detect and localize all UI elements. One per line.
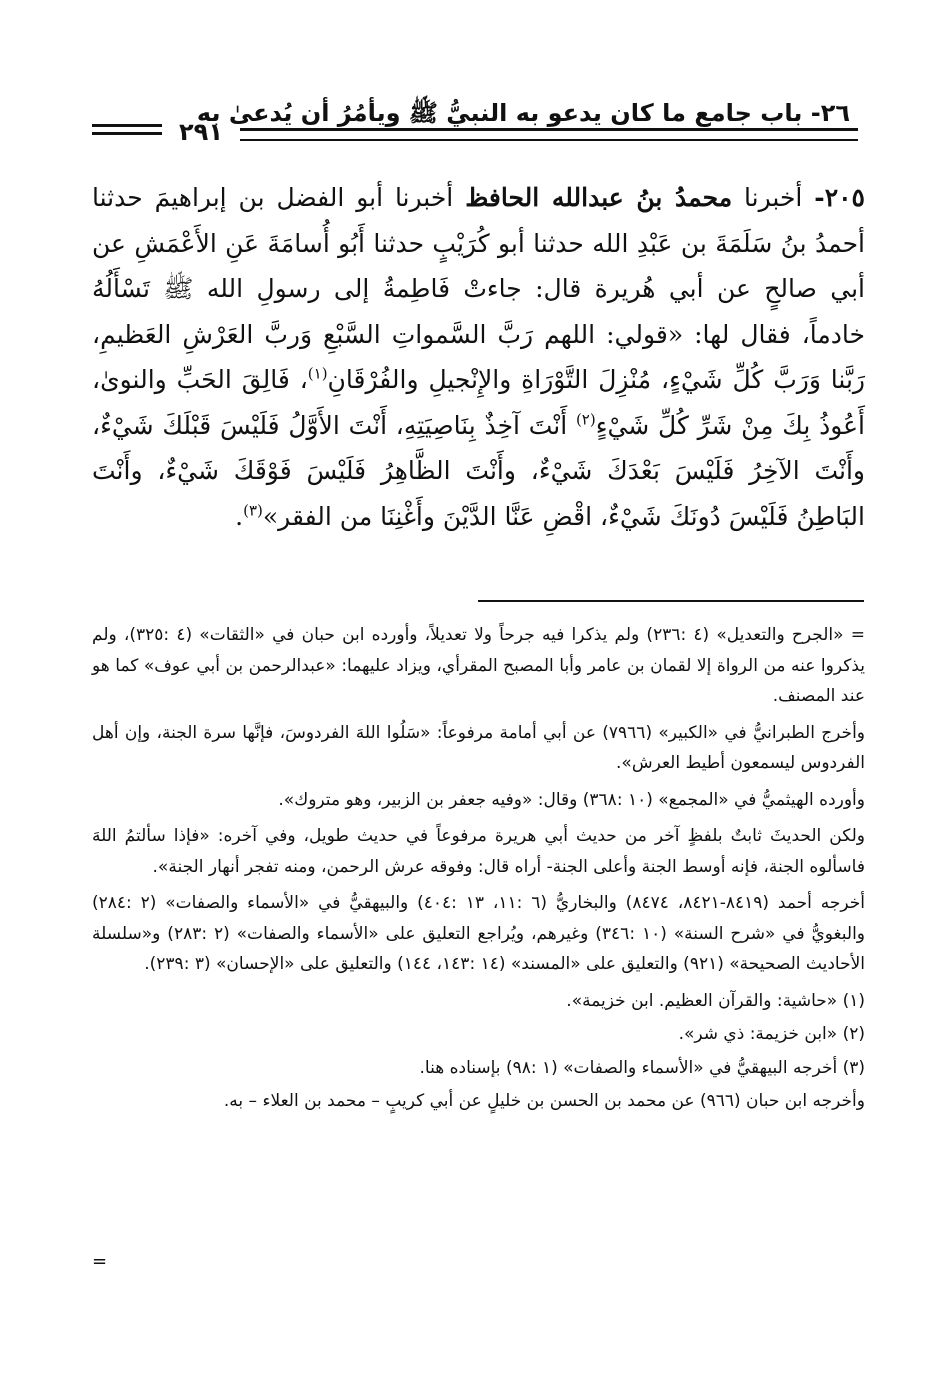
footnote-1: (١) «حاشية: والقرآن العظيم. ابن خزيمة». [566,990,865,1011]
hadith-text-part-4: أَنْتَ آخِذٌ بِنَاصِيَتِهِ، أَنْتَ الأَوَّلُ فَلَيْسَ قَبْلَكَ شَيْءٌ، وأَنْتَ الآخِرُ فَلَيْسَ بَعْدَكَ شَيْءٌ، وأَنْتَ الظَّاهِرُ فَلَيْسَ فَوْقَكَ شَيْءٌ، وأَنْتَ البَاطِنُ فَلَيْسَ دُونَكَ شَيْءٌ، اقْضِ عَنَّا الدَّيْنَ وأَغْنِنَا من الفقر» [92,410,865,531]
note-paragraph: وأخرج الطبرانيُّ في «الكبير» (٧٩٦٦) عن أبي أمامة مرفوعاً: «سَلُوا اللهَ الفردوسَ، فإنَّها سرة الجنة، وإن أهل الفردوس ليسمعون أطيط العرش». [92,722,866,773]
hadith-text [92,175,865,585]
footnote-ref-3[interactable]: (٣) [243,501,263,520]
header-rule-short-top [92,124,162,127]
note-paragraph: ولكن الحديثَ ثابتٌ بلفظٍ آخر من حديث أبي هريرة مرفوعاً في حديث طويل، وفي آخره: «فإذا سألتمُ اللهَ فاسألوه الجنة، فإنه أوسط الجنة وأعلى الجنة- أراه قال: وفوقه عرش الرحمن، ومنه تفجر أنهار الجنة». [92,826,865,877]
footnote-ref-2[interactable]: (٢) [575,410,596,429]
footnote-2: (٢) «ابن خزيمة: ذي شر». [678,1024,865,1044]
note-paragraph: وأورده الهيثميُّ في «المجمع» (١٠ :٣٦٨) وقال: «وفيه جعفر بن الزبير، وهو متروك». [278,789,865,810]
hadith-paragraph [92,175,865,539]
note-paragraph: = «الجرح والتعديل» (٤ :٢٣٦) ولم يذكرا فيه جرحاً ولا تعديلاً، وأورده ابن حبان في «الثقات» (٤ :٣٢٥)، ولم يذكروا عنه من الرواة إلا لقمان بن عامر وأبا المصبح المقرأي، ويزاد عليهما: «عبدالرحمن بن أبي عوف» كما هو عند المصنف. [92,625,865,706]
footnote-3: (٣) أخرجه البيهقيُّ في «الأسماء والصفات» (١ :٩٨) بإسناده هنا. [419,1057,865,1078]
footnote-3-continuation: وأخرجه ابن حبان (٩٦٦) عن محمد بن الحسن بن خليلٍ عن أبي كريبٍ – محمد بن العلاء – به. [223,1091,865,1111]
footnotes-section [92,620,865,1310]
hadith-number: ٢٠٥- [814,183,865,212]
continuation-mark: = [92,1251,108,1272]
hadith-text-end: . [235,501,244,531]
hadith-text-part-2: أخبرنا أبو الفضل بن إبراهيمَ حدثنا أحمدُ بنُ سَلَمَةَ بن عَبْدِ الله حدثنا أبو كُرَيْبٍ حدثنا أَبُو أُسامَةَ عَنِ الأَعْمَشِ عن أبي صالحٍ عن أبي هُريرة قال: جاءتْ فَاطِمةُ إلى رسولِ الله ﷺ تَسْأَلُهُ خادماً، فقال لها: «قولي: اللهم رَبَّ السَّمواتِ السَّبْعِ وَربَّ العَرْشِ العَظيمِ، رَبَّنا وَرَبَّ كُلِّ شَيْءٍ، مُنْزِلَ التَّوْرَاةِ والإِنْجيلِ والفُرْقَانِ [92,183,865,394]
header-rule-short-bottom [92,132,162,135]
chapter-title: ٢٦- باب جامع ما كان يدعو به النبيُّ ﷺ ويأمُرُ أن يُدعىٰ به [196,99,850,127]
header-rule-long-top [240,128,858,131]
footnote-ref-1[interactable]: (١) [307,364,328,383]
note-paragraph: أخرجه أحمد (٨٤١٩-٨٤٢١، ٨٤٧٤) والبخاريُّ (٦ :١١، ١٣ :٤٠٤) والبيهقيُّ في «الأسماء والصفات» (٢ :٢٨٤) والبغويُّ في «شرح السنة» (١٠ :٣٤٦) وغيرهم، ويُراجع التعليق على «الأسماء والصفات» (٢ :٢٨٣) و«سلسلة الأحاديث الصحيحة» (٩٢١) والتعليق على «المسند» (١٤ :١٤٣، ١٤٤) والتعليق على «الإحسان» (٣ :٢٣٩). [92,893,866,974]
header-rule-long-bottom [240,139,858,141]
hadith-text-part-3: ، فَالِقَ الحَبِّ والنوىٰ، أَعُوذُ بِكَ مِنْ شَرِّ كُلِّ شَيْءٍ [92,365,865,440]
hadith-text-part-1: أخبرنا [732,183,815,212]
narrator-name: محمدُ بنُ عبدالله الحافظ [465,183,733,212]
footnote-separator [478,600,864,602]
page-number: ٢٩١ [179,118,223,146]
